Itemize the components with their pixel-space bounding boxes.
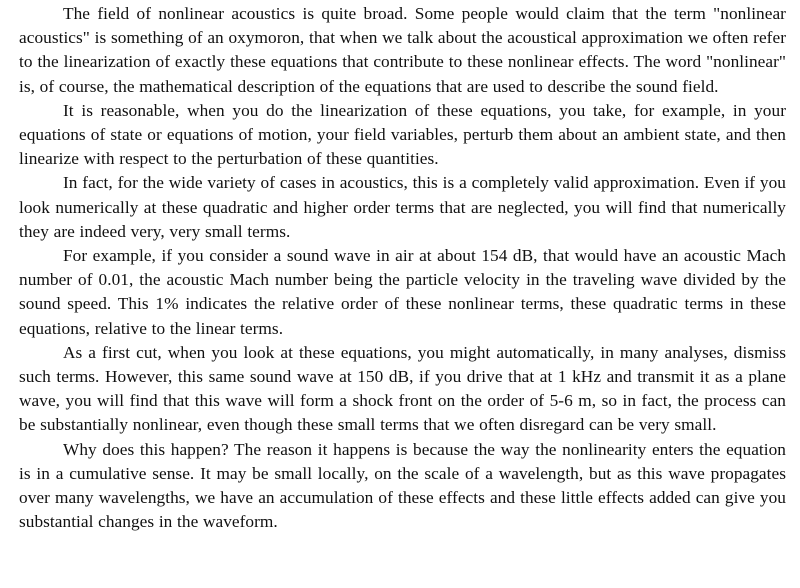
paragraph-5: As a first cut, when you look at these equations, you might automatically, in many analyses, dismiss such terms. However, this same sound wave at 150 dB, if you drive that at 1 kHz and transmit it as a plane wave, you will find that this wave will form a shock front on the order of 5-6 m, so in fact, the process can be substantially nonlinear, even though these small terms that we often disregard can be very small. (19, 342, 786, 435)
paragraph-1: The field of nonlinear acoustics is quite broad. Some people would claim that the term "nonlinear acoustics" is something of an oxymoron, that when we talk about the acoustical approximation we often refer to the linearization of exactly these equations that contribute to these nonlinear effects. The word "nonlinear" is, of course, the mathematical description of the equations that are used to describe the sound field. (19, 4, 786, 96)
paragraph-6: Why does this happen? The reason it happens is because the way the nonlinearity enters the equation is in a cumulative sense. It may be small locally, on the scale of a wavelength, but as this wave propagates over many wavelengths, we have an accumulation of these effects and these little effects added can give you substantial changes in the waveform. (19, 439, 786, 532)
paragraph-4: For example, if you consider a sound wave in air at about 154 dB, that would have an acoustic Mach number of 0.01, the acoustic Mach number being the particle velocity in the traveling wave divided by the sound speed. This 1% indicates the relative order of these nonlinear terms, these quadratic terms in these equations, relative to the linear terms. (19, 246, 786, 338)
paragraph-3: In fact, for the wide variety of cases in acoustics, this is a completely valid approximation. Even if you look numerically at these quadratic and higher order terms that are neglected, you will find that numerically they are indeed very, very small terms. (19, 173, 786, 241)
paragraph-2: It is reasonable, when you do the linearization of these equations, you take, for example, in your equations of state or equations of motion, your field variables, perturb them about an ambient state, and then linearize with respect to the perturbation of these quantities. (19, 100, 786, 169)
